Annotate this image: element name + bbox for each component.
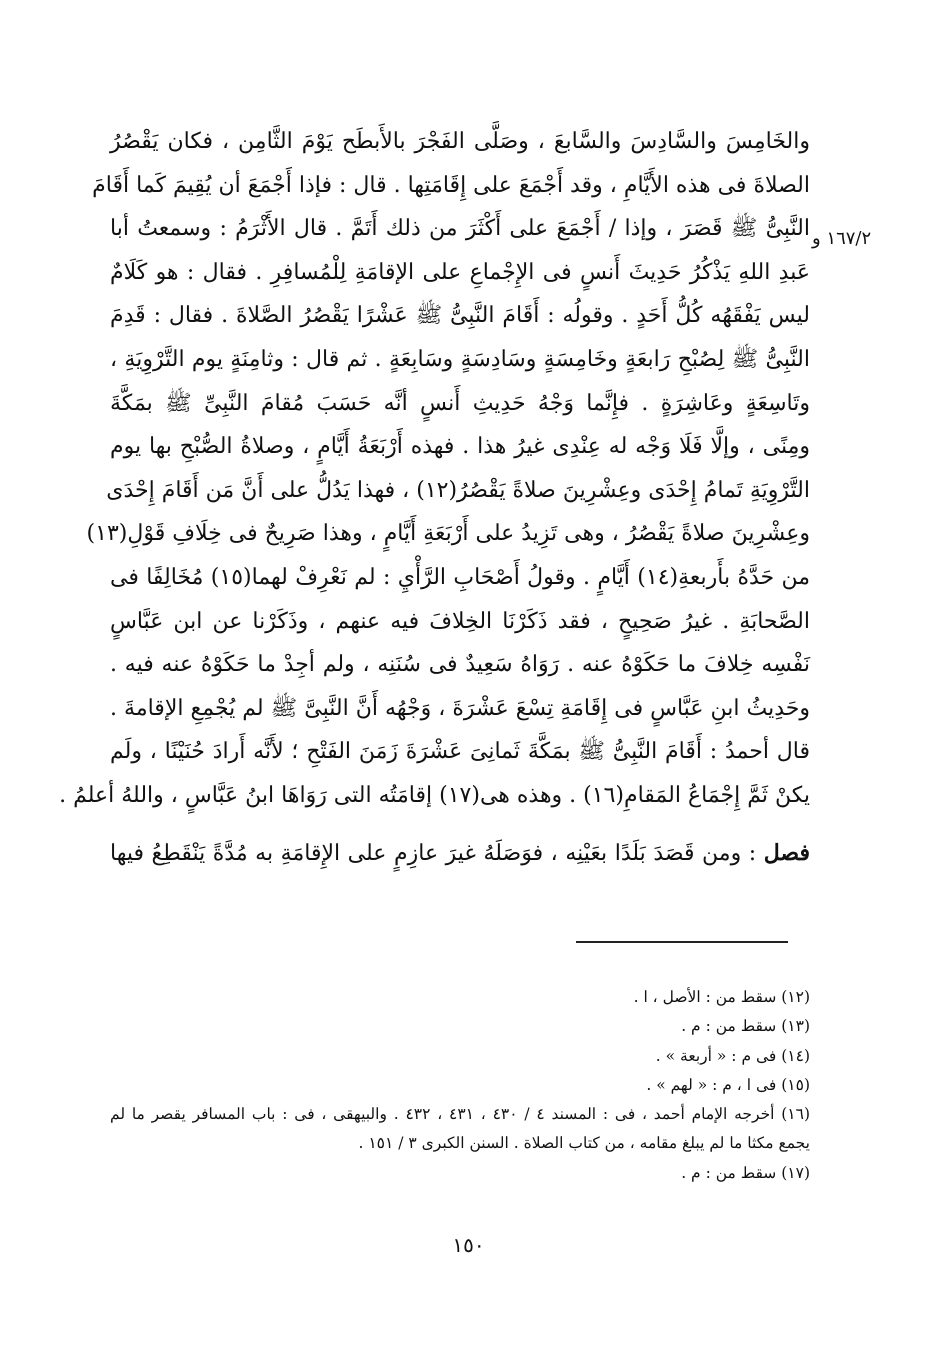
footnote: (١٣) سقط من : م . <box>681 1017 810 1036</box>
footnote: (١٧) سقط من : م . <box>681 1163 810 1182</box>
text-line: وتَاسِعَةٍ وعَاشِرَةٍ . فإِنَّما وَجْهُ حَدِيثِ أَنسٍ أنَّه حَسَبَ مُقامَ النَّبِىِّ ﷺ بمَكَّةَ <box>110 390 810 416</box>
section-heading: فصل <box>763 839 810 866</box>
text-line: يكنْ ثَمَّ إِجْمَاعُ المَقامِ(١٦) . وهذه هى(١٧) إقامَتُه التى رَوَاهَا ابنُ عَبَّاسٍ ، واللهُ أعلمُ . <box>59 782 810 808</box>
footnote: (١٦) أخرجه الإمام أحمد ، فى : المسند ٤ / ٤٣٠ ، ٤٣١ ، ٤٣٢ . والبيهقى ، فى : باب المسافر يقصر ما لم <box>110 1105 811 1124</box>
text-line: وعِشْرِينَ صلاةً يَقْصُرُ ، وهى تَزِيدُ على أَرْبَعَةِ أَيَّامٍ ، وهذا صَرِيحٌ فى خِلَافِ قَوْلِ(١٣) <box>86 521 810 547</box>
text-line: وحَدِيثُ ابنِ عَبَّاسٍ فى إِقَامَةِ تِسْعَ عَشْرَةَ ، وَجْهُه أَنَّ النَّبِىَّ ﷺ لم يُجْمِعِ الإقامةَ . <box>110 695 810 721</box>
text-line: التَّرْوِيَةِ تَمامُ إِحْدَى وعِشْرِينَ صلاةً يَقْصُرُ(١٢) ، فهذا يَدُلُّ على أَنَّ مَن أَقَامَ إِحْدَى <box>106 477 810 503</box>
text-line: والخَامِسَ والسَّادِسَ والسَّابعَ ، وصَلَّى الفَجْرَ بالأَبطَح يَوْمَ الثَّامِن ، فكان يَقْصُرُ <box>110 129 810 154</box>
text-line: قال أحمدُ : أَقَامَ النَّبِىُّ ﷺ بمَكَّةَ ثَمانِىَ عَشْرَةَ زَمَنَ الفَتْحِ ؛ لأَنَّه أَرادَ حُنَيْنًا ، ولَم <box>110 739 810 765</box>
margin-reference: ١٦٧/٢ و <box>812 228 872 249</box>
text-line: النَّبِىُّ ﷺ قَصَرَ ، وإذا / أَجْمَعَ على أَكْثَرَ من ذلك أَتَمَّ . قال الأَثْرَمُ : وسمعتُ أبا <box>110 216 810 242</box>
section-line <box>110 832 810 876</box>
text-line: ليس يَفْقَهُه كُلُّ أَحَدٍ . وقولُه : أَقَامَ النَّبِىُّ ﷺ عَشْرًا يَقْصُرُ الصَّلاةَ . فقال : قَدِمَ <box>110 303 810 329</box>
footnote: (١٤) فى م : « أربعة » . <box>655 1046 810 1065</box>
text-line: عَبدِ اللهِ يَذْكُرُ حَدِيثَ أَنسٍ فى الإِجْماعِ على الإقامَةِ لِلْمُسافِرِ . فقال : هو كَلَامٌ <box>110 259 810 285</box>
text-line: الصَّحابَةِ . غيرُ صَحِيحٍ ، فقد ذَكَرْنَا الخِلافَ فيه عنهم ، وذَكَرْنا عن ابن عَبَّاسٍ <box>110 608 810 634</box>
text-line: نَفْسِه خِلافَ ما حَكَوْهُ عنه . رَوَاهُ سَعِيدٌ فى سُنَنِه ، ولم أجِدْ ما حَكَوْهُ عنه فيه . <box>110 652 810 678</box>
text-line: الصلاةَ فى هذه الأَيَّامِ ، وقد أَجْمَعَ على إِقَامَتِها . قال : فإذا أَجْمَعَ أن يُقِيمَ كَما أَقَامَ <box>92 172 810 198</box>
footnote: (١٥) فى ا ، م : « لهم » . <box>646 1075 810 1094</box>
main-text <box>59 120 811 875</box>
text-line: ومِنًى ، وإلَّا فَلَا وَجْه له عِنْدِى غيرُ هذا . فهذه أَرْبَعَةُ أَيَّامٍ ، وصلاةُ الصُّبْحِ بها يوم <box>110 434 810 460</box>
footnote-continuation: يجمع مكثا ما لم يبلغ مقامه ، من كتاب الصلاة . السنن الكبرى ٣ / ١٥١ . <box>358 1134 810 1153</box>
text-line: من حَدَّهُ بأَربعةِ(١٤) أَيَّامٍ . وقولُ أَصْحَابِ الرَّأْيِ : لم نَعْرِفْ لهما(١٥) مُخَالِفًا فى <box>110 564 811 590</box>
footnote-divider <box>576 941 788 943</box>
section-text: : ومن قَصَدَ بَلَدًا بعَيْنِه ، فوَصَلَهُ غيرَ عازِمٍ على الإِقامَةِ به مُدَّةً يَنْقَطِعُ فيها <box>110 840 764 866</box>
page-number: ١٥٠ <box>452 1233 485 1257</box>
text-line: النَّبِىُّ ﷺ لِصُبْحِ رَابعَةٍ وخَامِسَةٍ وسَادِسَةٍ وسَابِعَةٍ . ثم قال : وثامِنَةٍ يوم التَّرْوِيَةِ ، <box>110 346 810 372</box>
footnote: (١٢) سقط من : الأصل ، ا . <box>633 988 810 1006</box>
footnotes <box>110 983 810 1188</box>
